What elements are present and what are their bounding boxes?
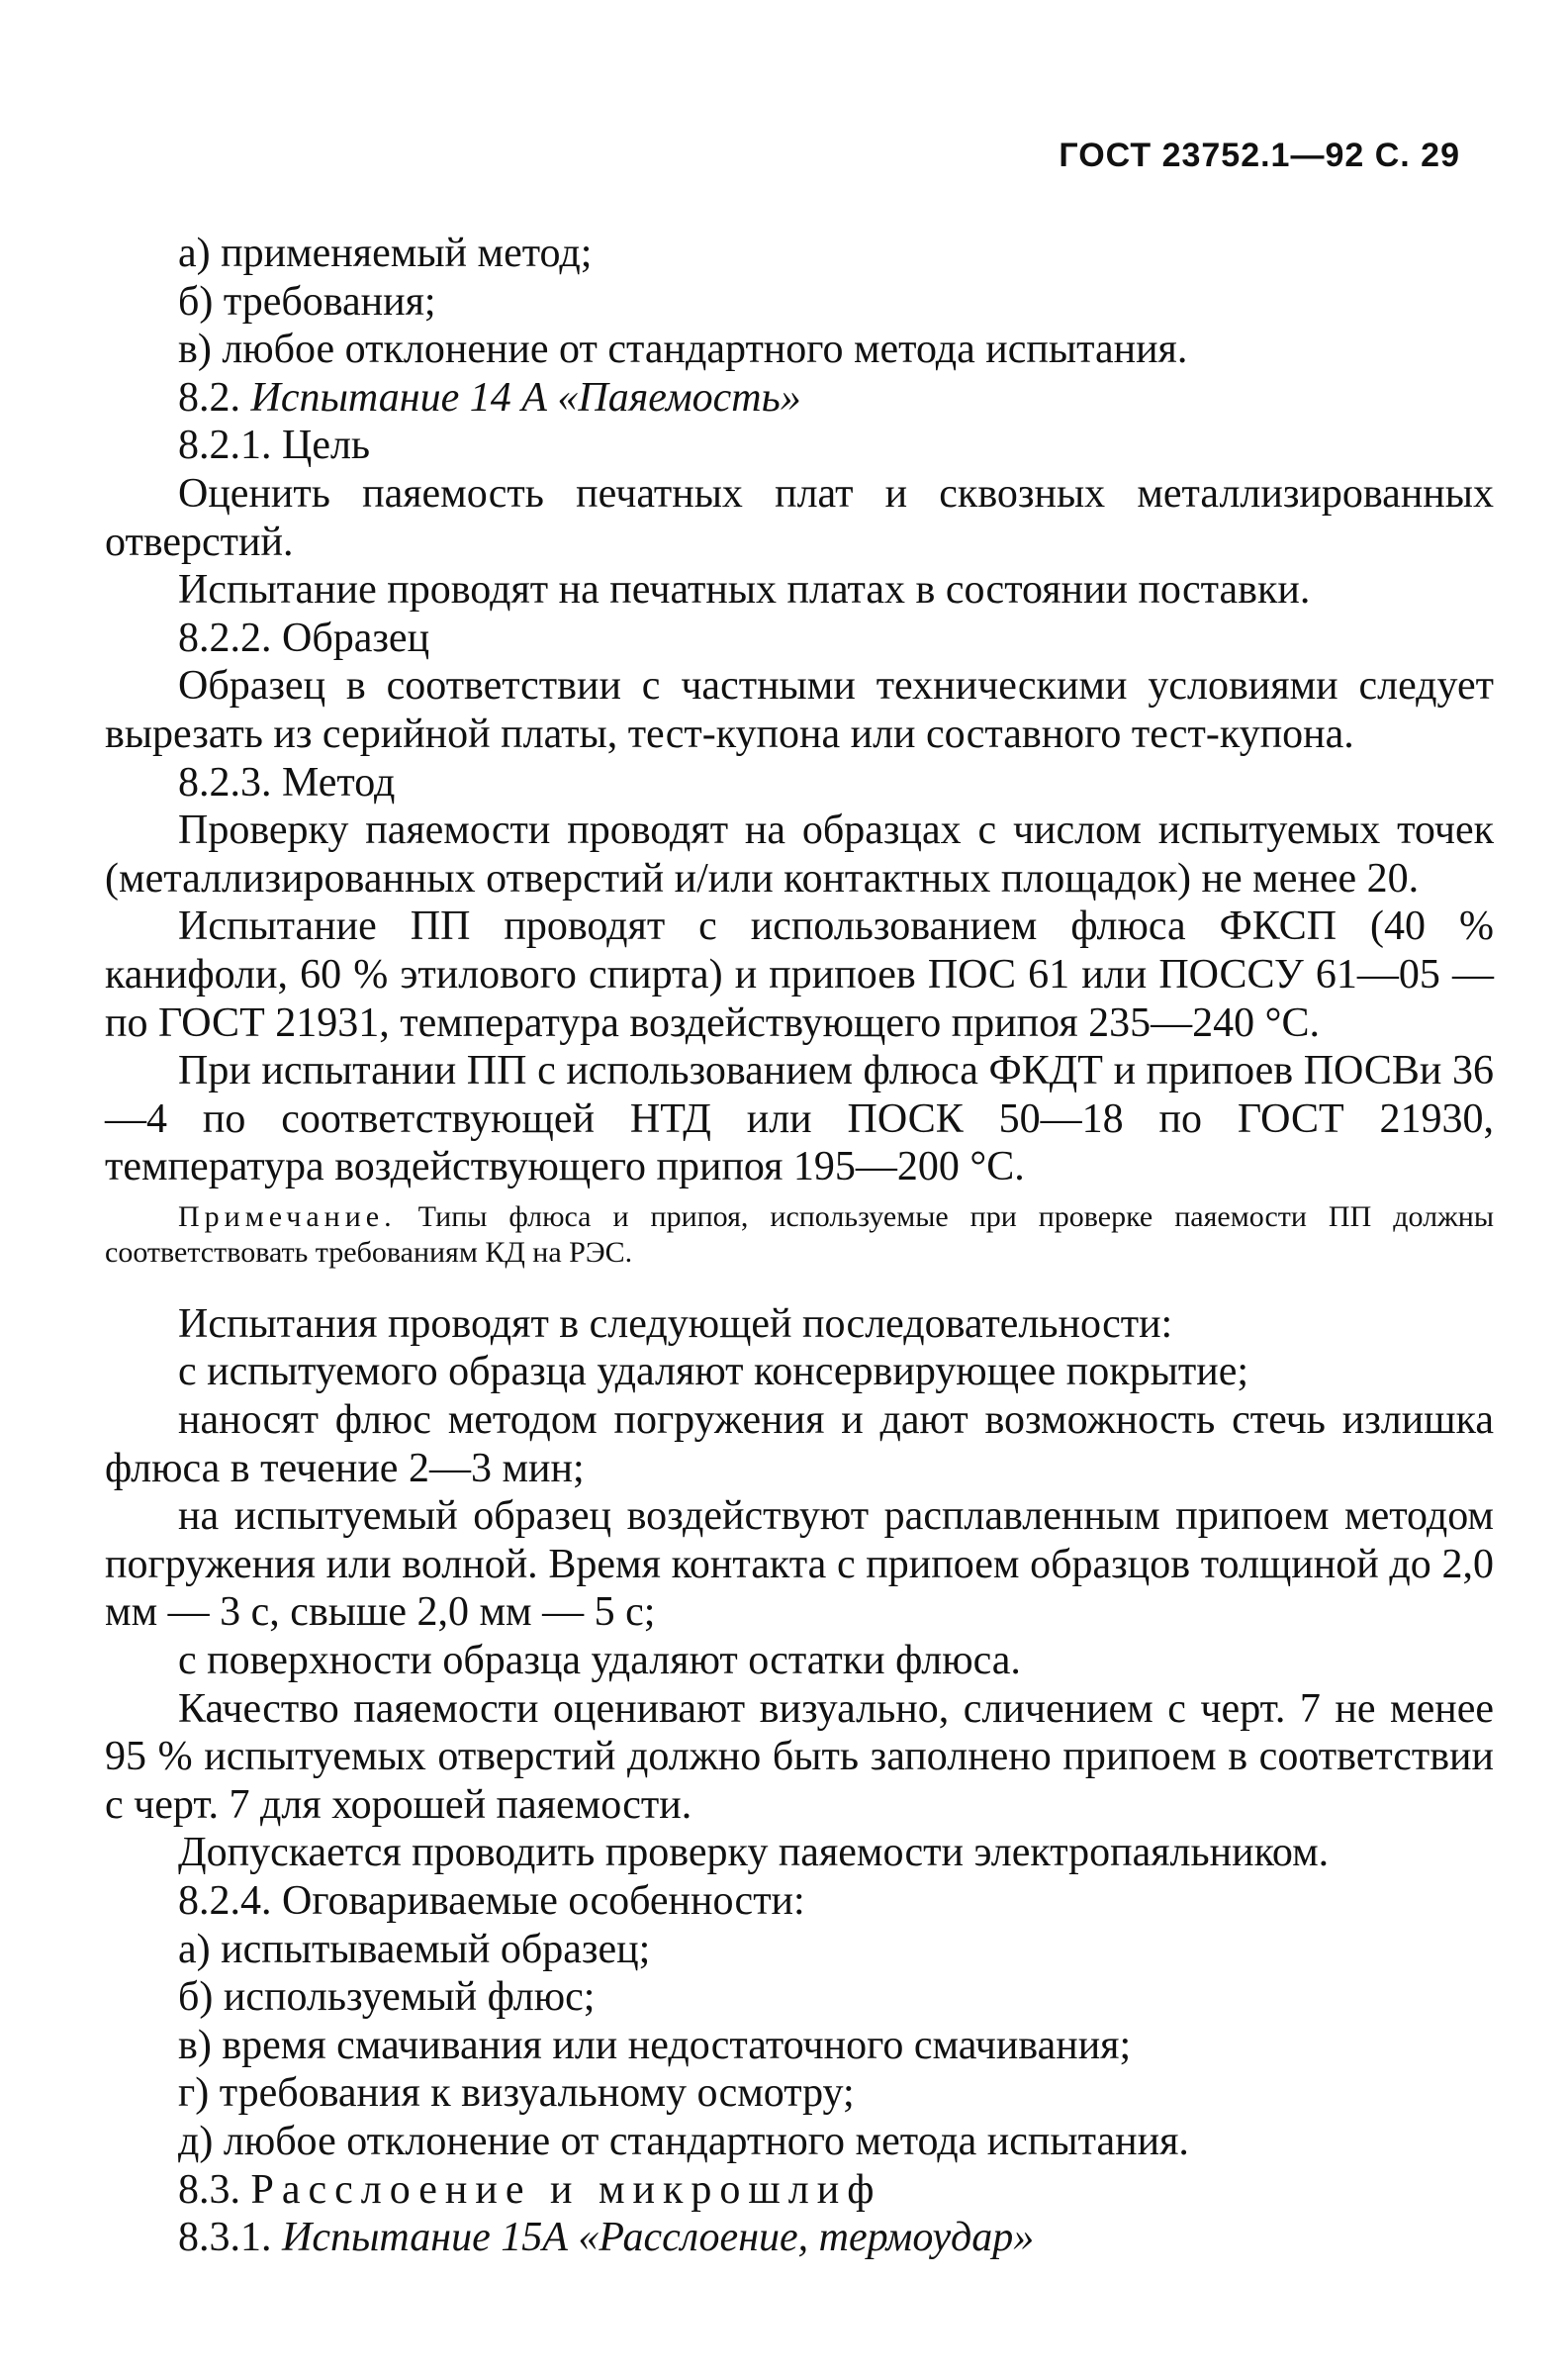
- list-item-c: в) любое отклонение от стандартного метода испытания.: [178, 327, 1188, 373]
- subsection-8-2-2-heading: 8.2.2. Образец: [178, 615, 430, 661]
- subsection-8-2-1-heading: 8.2.1. Цель: [178, 423, 371, 469]
- paragraph-step-2: наносят флюс методом погружения и дают возможность стечь излишка флюса в течение 2—3 мин;: [105, 1397, 1494, 1491]
- paragraph-method: Проверку паяемости проводят на образцах с числом испытуемых точек (металлизированных отверстий и/или контактных площадок) не менее 20.: [105, 808, 1494, 902]
- paragraph-flux-fksp: Испытание ПП проводят с использованием флюса ФКСП (40 % канифоли, 60 % этилового спирта) и припоев ПОС 61 или ПОССУ 61—05 — по ГОСТ 21931, температура воздействующего припоя 235—240 °С.: [105, 903, 1494, 1046]
- feature-item-c: в) время смачивания или недостаточного смачивания;: [178, 2022, 1132, 2068]
- note-label: Примечание.: [178, 1199, 397, 1233]
- subsection-8-2-4-heading: 8.2.4. Оговариваемые особенности:: [178, 1878, 805, 1924]
- paragraph-purpose: Оценить паяемость печатных плат и сквозных металлизированных отверстий.: [105, 470, 1494, 565]
- feature-item-a: а) испытываемый образец;: [178, 1926, 651, 1972]
- list-item-a: а) применяемый метод;: [178, 231, 593, 276]
- paragraph-delivery-state: Испытание проводят на печатных платах в состоянии поставки.: [178, 567, 1311, 614]
- section-number: 8.3.: [178, 2166, 251, 2213]
- subsection-8-2-3-heading: 8.2.3. Метод: [178, 759, 396, 806]
- paragraph-soldering-iron: Допускается проводить проверку паяемости электропаяльником.: [178, 1830, 1330, 1876]
- section-8-3-heading: [105, 2166, 1494, 2215]
- feature-item-e: д) любое отклонение от стандартного метода испытания.: [178, 2118, 1189, 2164]
- section-number: 8.2.: [178, 374, 251, 421]
- subsection-8-3-1-heading: [105, 2214, 1494, 2262]
- paragraph-step-3: на испытуемый образец воздействуют расплавленным припоем методом погружения или волной. Время контакта с припоем образцов толщиной до 2,0 мм — 3 с, свыше 2,0 мм — 5 с;: [105, 1493, 1494, 1636]
- section-title: Расслоение и микрошлиф: [250, 2166, 882, 2213]
- paragraph-step-4: с поверхности образца удаляют остатки флюса.: [178, 1638, 1021, 1684]
- document-body: [105, 230, 1494, 2262]
- paragraph-step-1: с испытуемого образца удаляют консервирующее покрытие;: [178, 1349, 1249, 1395]
- paragraph-quality: Качество паяемости оценивают визуально, сличением с черт. 7 не менее 95 % испытуемых отверстий должно быть заполнено припоем в соответствии с черт. 7 для хорошей паяемости.: [105, 1685, 1494, 1828]
- paragraph-flux-fkdt: При испытании ПП с использованием флюса ФКДТ и припоев ПОСВи 36—4 по соответствующей НТД или ПОСК 50—18 по ГОСТ 21930, температура воздействующего припоя 195—200 °С.: [105, 1048, 1494, 1190]
- section-8-2-heading: [105, 374, 1494, 423]
- feature-item-d: г) требования к визуальному осмотру;: [178, 2070, 855, 2117]
- section-title: Испытание 14 А «Паяемость»: [250, 374, 801, 421]
- section-title: Испытание 15А «Расслоение, термоудар»: [282, 2215, 1035, 2261]
- note-text: Типы флюса и припоя, используемые при проверке паяемости ПП должны соответствовать требованиям КД на РЭС.: [105, 1199, 1494, 1269]
- note: [105, 1199, 1494, 1271]
- section-number: 8.3.1.: [178, 2215, 282, 2261]
- feature-item-b: б) используемый флюс;: [178, 1974, 596, 2021]
- paragraph-sequence: Испытания проводят в следующей последовательности:: [178, 1300, 1173, 1347]
- paragraph-sample: Образец в соответствии с частными техническими условиями следует вырезать из серийной платы, тест-купона или составного тест-купона.: [105, 663, 1494, 757]
- page-header: ГОСТ 23752.1—92 С. 29: [1059, 137, 1460, 174]
- list-item-b: б) требования;: [178, 278, 436, 325]
